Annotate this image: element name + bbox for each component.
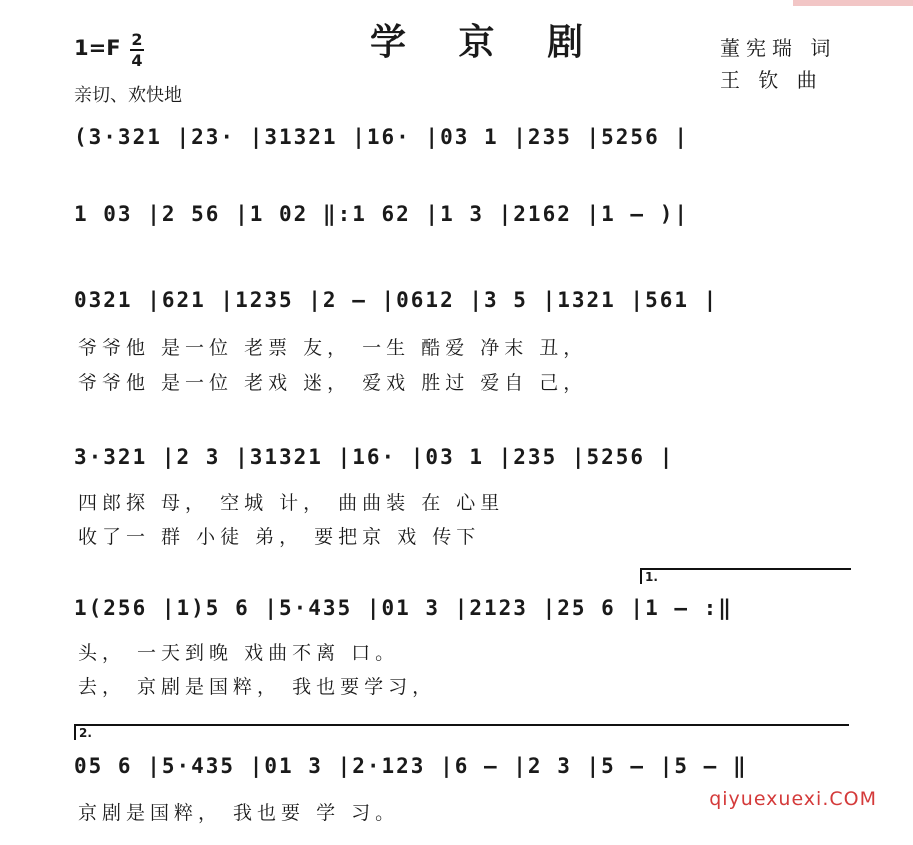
- top-accent-bar: [793, 0, 913, 6]
- notation-line-4: 3·321 |2 3 |31321 |16· |03 1 |235 |5256 |: [74, 445, 675, 469]
- lyricist-credit: 董宪瑞 词: [720, 36, 837, 60]
- first-ending-bracket: 1.: [640, 568, 851, 584]
- second-ending-bracket: 2.: [74, 724, 849, 740]
- time-signature-top: 2: [131, 30, 143, 49]
- song-title: 学 京 剧: [370, 21, 604, 63]
- site-watermark: qiyuexuexi.COM: [709, 788, 877, 810]
- time-signature: [130, 31, 144, 69]
- lyric-line-5-verse-2: 去， 京剧是国粹， 我也要学习，: [78, 676, 437, 698]
- lyric-line-3-verse-2: 爷爷他 是一位 老戏 迷， 爱戏 胜过 爱自 己，: [78, 372, 588, 394]
- notation-line-3: 0321 |621 |1235 |2 – |0612 |3 5 |1321 |561 |: [74, 288, 719, 312]
- notation-line-6: 05 6 |5·435 |01 3 |2·123 |6 – |2 3 |5 – |5 – ‖: [74, 754, 748, 778]
- notation-line-5: 1(256 |1)5 6 |5·435 |01 3 |2123 |25 6 |1 – :‖: [74, 596, 733, 620]
- notation-line-2: 1 03 |2 56 |1 02 ‖:1 62 |1 3 |2162 |1 – )|: [74, 202, 690, 226]
- notation-line-1: (3·321 |23· |31321 |16· |03 1 |235 |5256 |: [74, 125, 690, 149]
- lyric-line-4-verse-2: 收了一 群 小徒 弟， 要把京 戏 传下: [78, 526, 481, 548]
- time-signature-bottom: 4: [131, 51, 143, 70]
- lyric-line-6: 京剧是国粹， 我也要 学 习。: [78, 802, 400, 824]
- key-signature: 1=F: [74, 36, 121, 60]
- tempo-marking: 亲切、欢快地: [74, 85, 182, 106]
- lyric-line-3-verse-1: 爷爷他 是一位 老票 友， 一生 酷爱 净末 丑，: [78, 337, 588, 359]
- lyric-line-4-verse-1: 四郎探 母， 空城 计， 曲曲装 在 心里: [78, 492, 505, 514]
- lyric-line-5-verse-1: 头， 一天到晚 戏曲不离 口。: [78, 642, 400, 664]
- composer-credit: 王 钦 曲: [720, 68, 823, 92]
